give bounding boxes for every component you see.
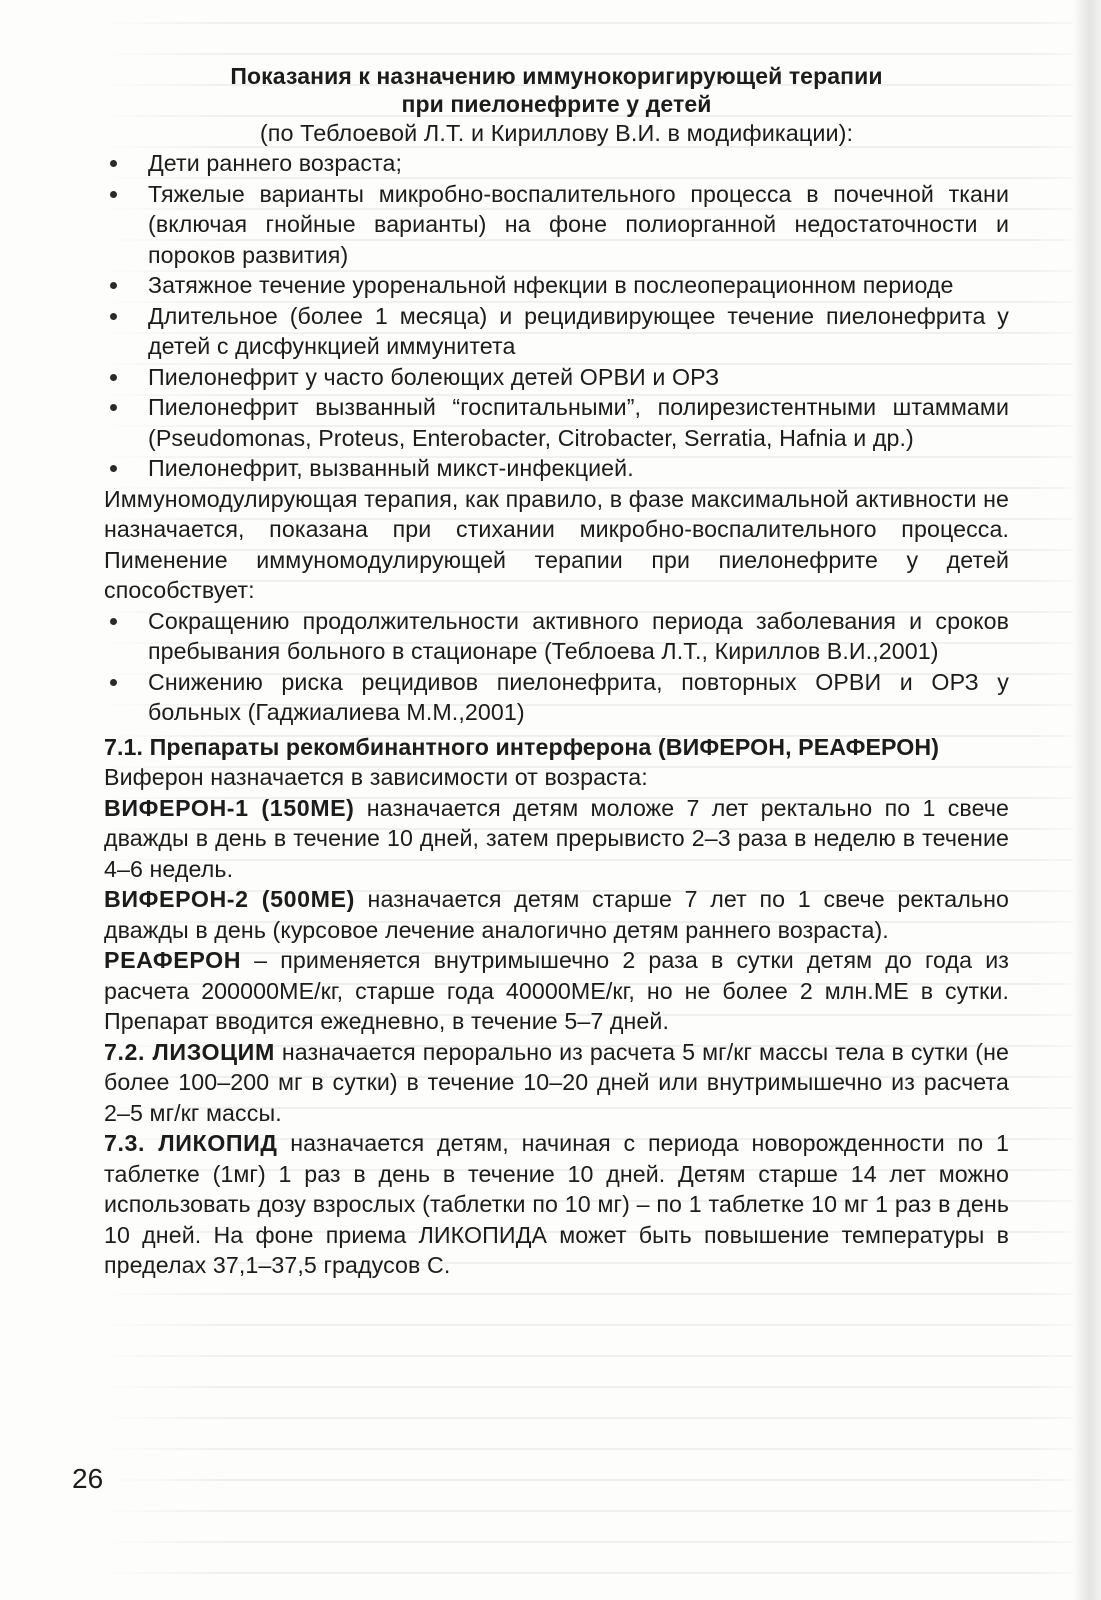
list-item [104, 148, 1009, 179]
bullet-icon [110, 282, 117, 289]
reaferon-lead: РЕАФЕРОН [104, 947, 242, 973]
list-item-text: Затяжное течение уроренальной нфекции в послеоперационном периоде [148, 272, 954, 298]
bullet-icon [110, 313, 117, 320]
intro-paragraph: Иммуномодулирующая терапия, как правило, в фазе максимальной активности не назначается, показана при стихании микробно-воспалительного процесса. Пименение иммуномодулирующей терапии при пиелонефрите у детей способствует: [104, 485, 1009, 603]
reaferon-paragraph [104, 945, 1009, 1037]
list-item [104, 270, 1009, 301]
page-content [104, 62, 1009, 1281]
viferon-2-paragraph [104, 884, 1009, 945]
section-7-2-text: назначается перорально из расчета 5 мг/кг массы тела в сутки (не более 100–200 мг в сутки) в течение 10–20 дней или внутримышечно из расчета 2–5 мг/кг массы. [104, 1038, 1009, 1126]
page-number: 26 [72, 1463, 104, 1494]
section-7-3-paragraph [104, 1128, 1009, 1281]
list-item [104, 667, 1009, 728]
list-item-text: Длительное (более 1 месяца) и рецидивирующее течение пиелонефрита у детей с дисфункцией иммунитета [148, 302, 1009, 359]
section-7-3-text: назначается детям, начиная с периода новорожденности по 1 таблетке (1мг) 1 раз в день в течение 10 дней. Детям старше 14 лет можно использовать дозу взрослых (таблетки по 10 мг) – по 1 таблетке 10 мг 1 раз в день 10 дней. На фоне приема ЛИКОПИДА может быть повышение температуры в пределах 37,1–37,5 градусов С. [104, 1130, 1009, 1278]
section-heading [104, 62, 1009, 148]
list-item-text: Снижению риска рецидивов пиелонефрита, повторных ОРВИ и ОРЗ у больных (Гаджиалиева М.М.,2001) [148, 668, 1009, 725]
section-7-1-intro: Виферон назначается в зависимости от возраста: [104, 764, 648, 790]
reaferon-text: – применяется внутримышечно 2 раза в сутки детям до года из расчета 200000МЕ/кг, старше года 40000МЕ/кг, но не более 2 млн.МЕ в сутки. Препарат вводится ежедневно, в течение 5–7 дней. [104, 947, 1009, 1034]
list-item [104, 392, 1009, 453]
bullet-icon [110, 160, 117, 167]
indications-list [104, 148, 1009, 484]
effects-list [104, 606, 1009, 728]
section-7-2-paragraph [104, 1037, 1009, 1129]
bullet-icon [110, 465, 117, 472]
viferon-1-lead: ВИФЕРОН-1 (150МЕ) [104, 794, 355, 821]
viferon-1-paragraph [104, 793, 1009, 885]
viferon-1-text: назначается детям моложе 7 лет ректально по 1 свече дважды в день в течение 10 дней, затем прерывисто 2–3 раза в неделю в течение 4–6 недель. [104, 794, 1009, 882]
bullet-icon [110, 618, 117, 625]
list-item [104, 453, 1009, 484]
heading-subtitle: (по Теблоевой Л.Т. и Кириллову В.И. в модификации): [259, 120, 854, 146]
list-item [104, 362, 1009, 393]
heading-title-line-1: Показания к назначению иммунокоригирующей терапии [230, 63, 883, 89]
bullet-icon [110, 191, 117, 198]
list-item-text: Дети раннего возраста; [148, 150, 403, 176]
bullet-icon [110, 374, 117, 381]
list-item-text: Пиелонефрит вызванный “госпитальными”, полирезистентными штаммами (Pseudomonas, Proteus, Enterobacter, Citrobacter, Serratia, Hafnia и др.) [148, 394, 1009, 451]
list-item-text: Сокращению продолжительности активного периода заболевания и сроков пребывания больного в стационаре (Теблоева Л.Т., Кириллов В.И.,2001) [148, 607, 1009, 664]
bullet-icon [110, 679, 117, 686]
list-item-text: Тяжелые варианты микробно-воспалительного процесса в почечной ткани (включая гнойные варианты) на фоне полиорганной недостаточности и пороков развития) [148, 180, 1009, 268]
list-item-text: Пиелонефрит у часто болеющих детей ОРВИ и ОРЗ [148, 363, 720, 390]
list-item-text: Пиелонефрит, вызванный микст-инфекцией. [148, 455, 634, 481]
section-7-3-lead: 7.3. ЛИКОПИД [104, 1130, 278, 1156]
list-item [104, 179, 1009, 271]
list-item [104, 301, 1009, 362]
viferon-2-text: назначается детям старше 7 лет по 1 свече ректально дважды в день (курсовое лечение аналогично детям раннего возраста). [104, 886, 1010, 943]
list-item [104, 606, 1009, 667]
section-7-1-title: 7.1. Препараты рекомбинантного интерферона (ВИФЕРОН, РЕАФЕРОН) [104, 733, 940, 760]
page-edge-shadow [1073, 0, 1101, 1600]
heading-title-line-2: при пиелонефрите у детей [401, 91, 712, 117]
section-7-2-lead: 7.2. ЛИЗОЦИМ [104, 1038, 275, 1065]
bullet-icon [110, 404, 117, 411]
viferon-2-lead: ВИФЕРОН-2 (500МЕ) [104, 886, 355, 912]
